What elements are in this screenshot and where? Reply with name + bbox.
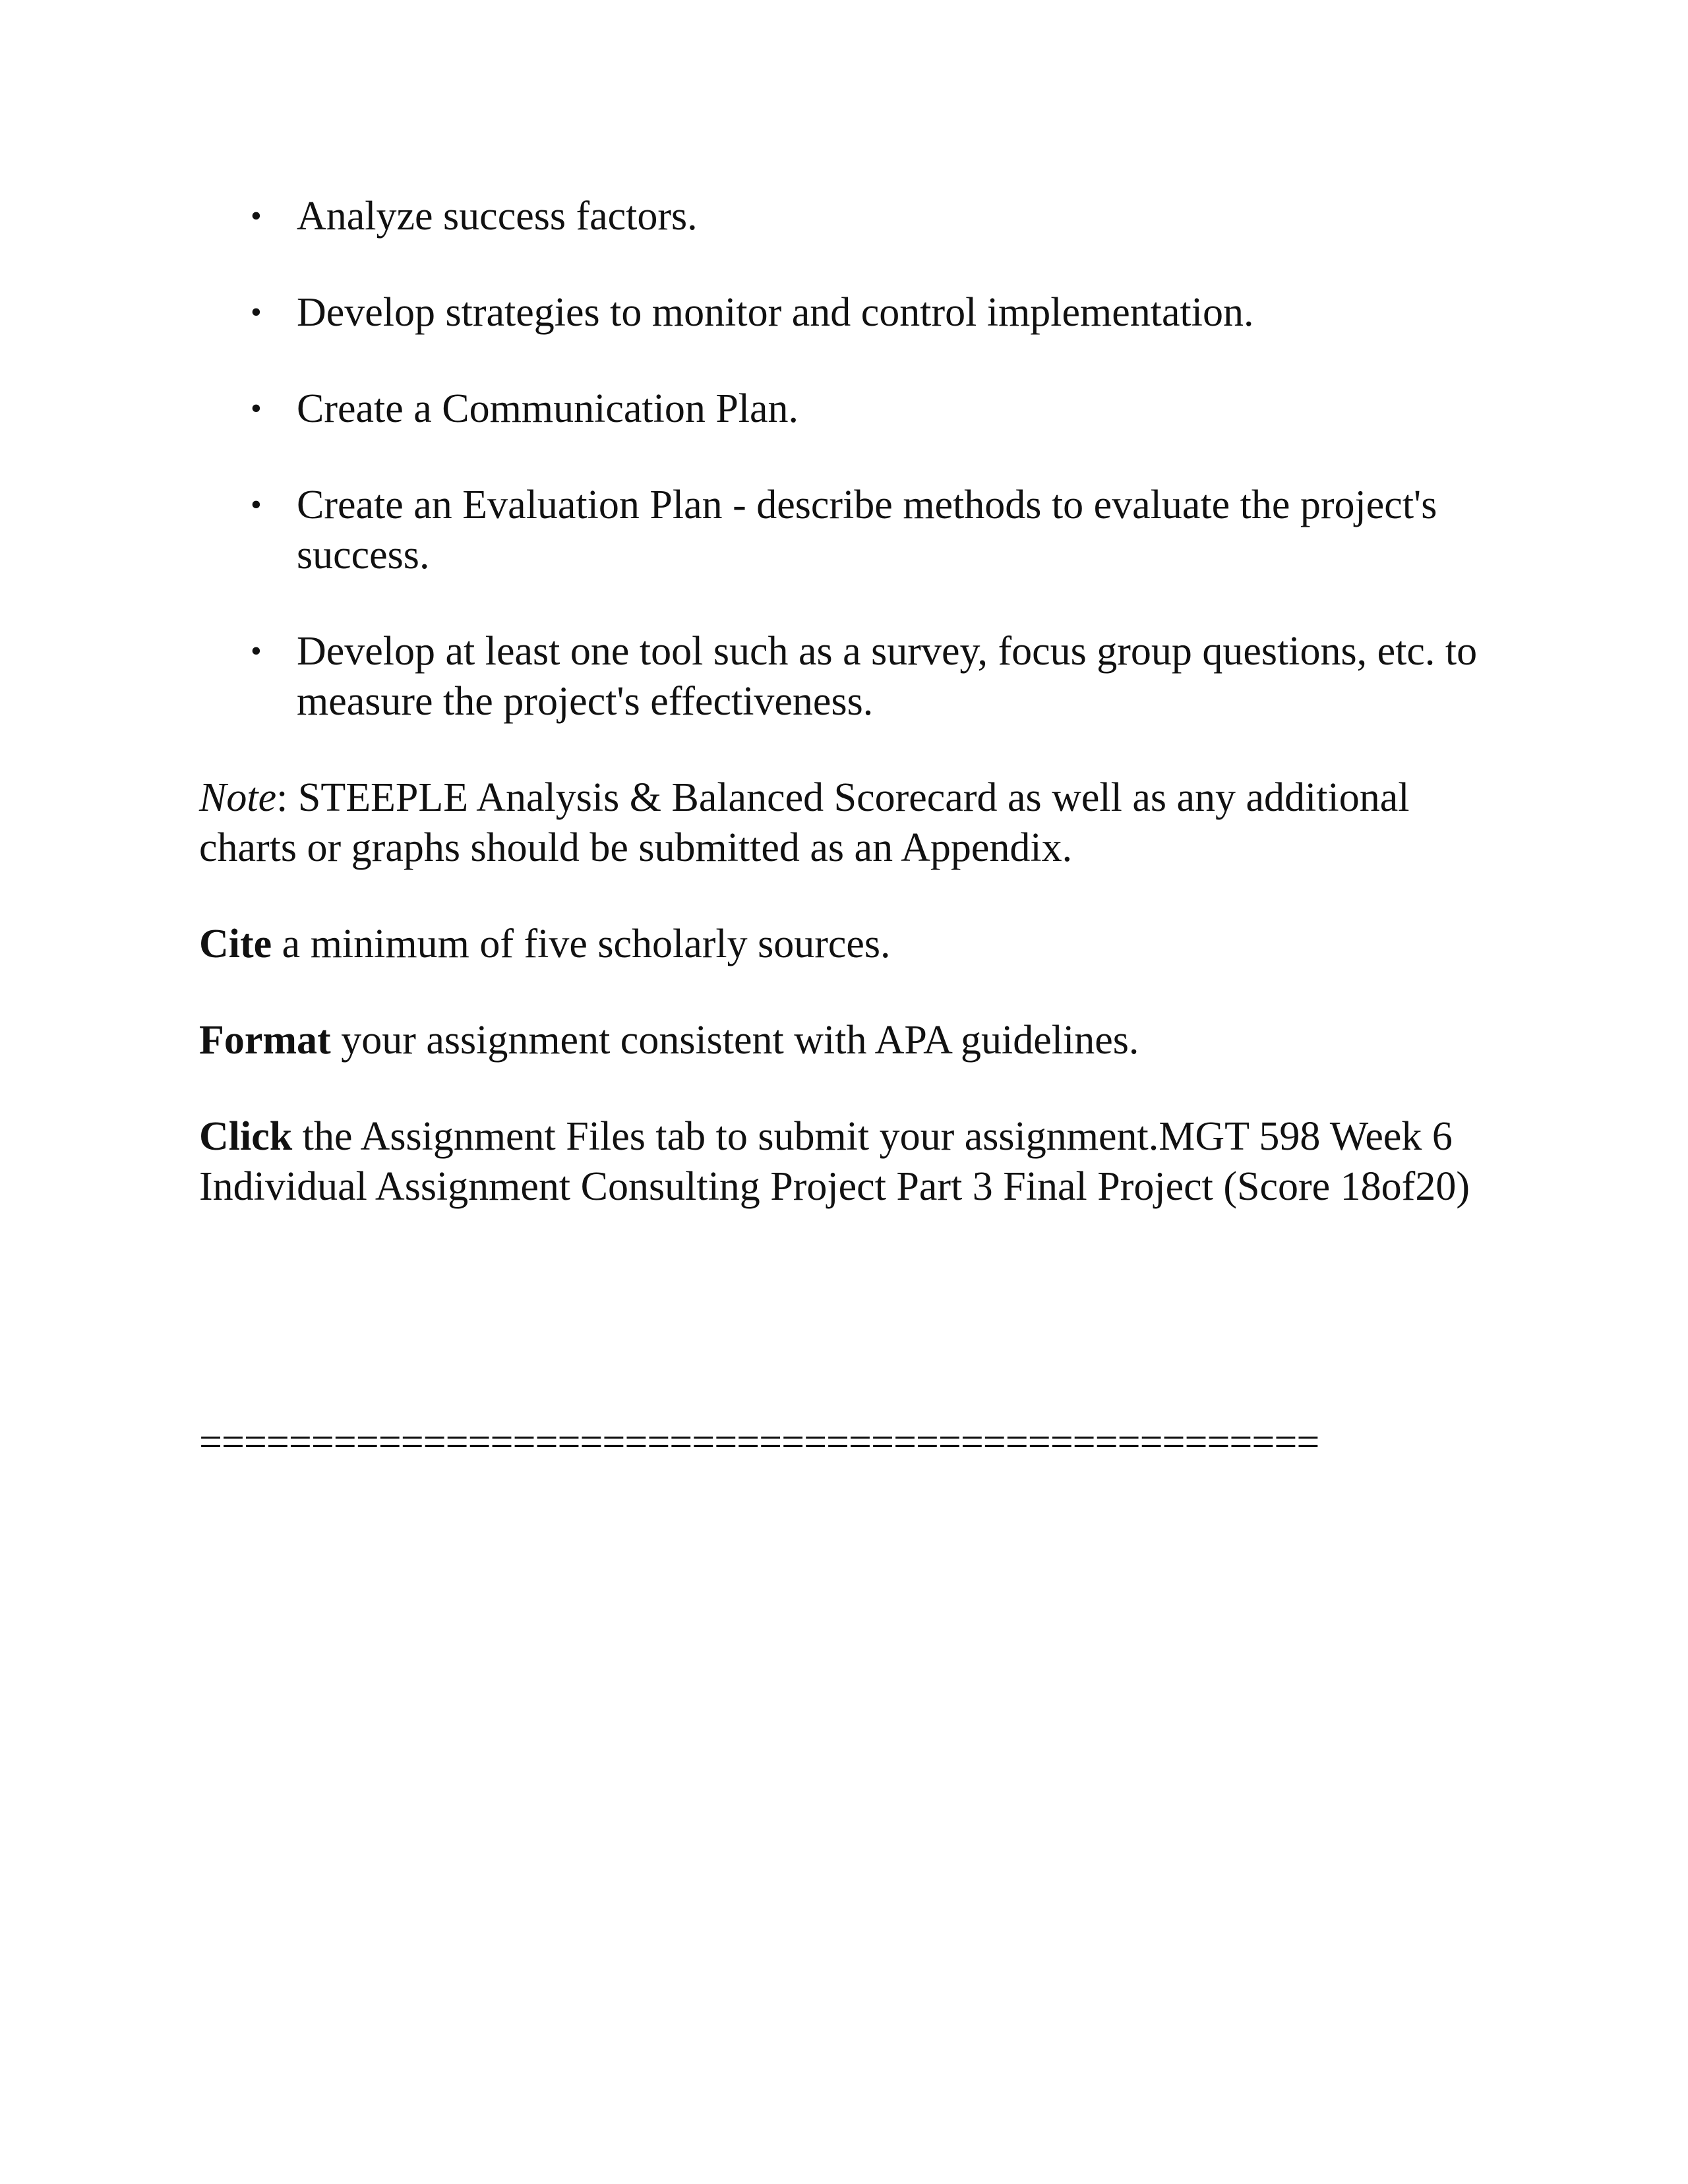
click-text: the Assignment Files tab to submit your assignment.MGT 598 Week 6 Individual Assignment Consulting Project Part 3 Final Project (Score 18of20) bbox=[199, 1114, 1470, 1209]
cite-paragraph bbox=[199, 919, 1492, 969]
bullet-icon: • bbox=[251, 391, 262, 426]
list-item-text: Create an Evaluation Plan - describe methods to evaluate the project's success. bbox=[297, 483, 1437, 577]
format-text: your assignment consistent with APA guidelines. bbox=[330, 1018, 1139, 1063]
format-label: Format bbox=[199, 1018, 331, 1063]
separator-line: ================================================== bbox=[199, 1420, 1319, 1465]
note-label: Note bbox=[199, 775, 277, 820]
task-list bbox=[199, 191, 1492, 726]
list-item bbox=[199, 480, 1492, 580]
bullet-icon: • bbox=[251, 295, 262, 330]
bullet-icon: • bbox=[251, 634, 262, 668]
list-item-text: Develop at least one tool such as a survey, focus group questions, etc. to measure the project's effectiveness. bbox=[297, 629, 1478, 724]
cite-text: a minimum of five scholarly sources. bbox=[272, 922, 891, 966]
bullet-icon: • bbox=[251, 198, 262, 233]
list-item-text: Analyze success factors. bbox=[297, 194, 698, 239]
document-body bbox=[199, 191, 1492, 1258]
format-paragraph bbox=[199, 1015, 1492, 1065]
list-item bbox=[199, 626, 1492, 726]
note-text: : STEEPLE Analysis & Balanced Scorecard as well as any additional charts or graphs should be submitted as an Appendix. bbox=[199, 775, 1410, 870]
click-paragraph bbox=[199, 1111, 1492, 1212]
list-item bbox=[199, 384, 1492, 434]
list-item bbox=[199, 191, 1492, 241]
list-item-text: Create a Communication Plan. bbox=[297, 386, 799, 431]
note-paragraph bbox=[199, 773, 1492, 873]
list-item-text: Develop strategies to monitor and control implementation. bbox=[297, 290, 1254, 335]
cite-label: Cite bbox=[199, 922, 272, 966]
bullet-icon: • bbox=[251, 487, 262, 522]
click-label: Click bbox=[199, 1114, 293, 1159]
list-item bbox=[199, 287, 1492, 338]
